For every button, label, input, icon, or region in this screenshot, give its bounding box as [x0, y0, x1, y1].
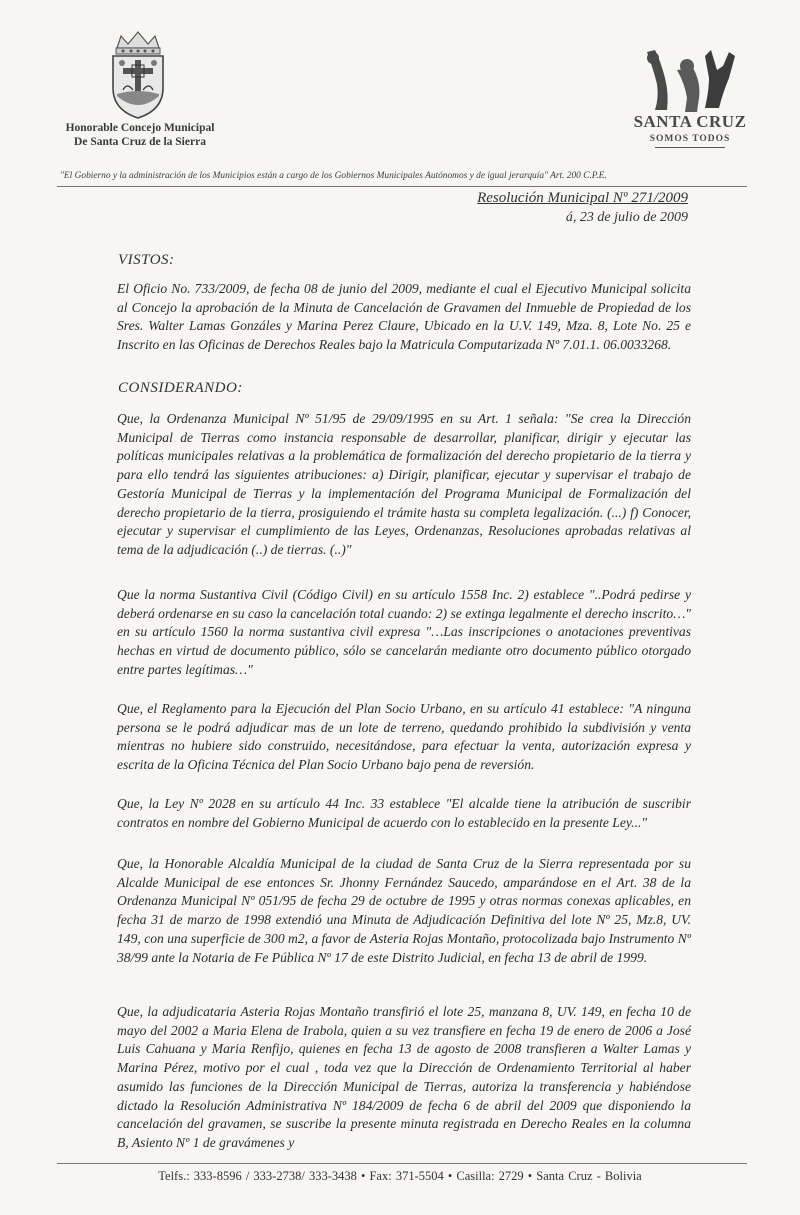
- council-name: [40, 121, 240, 149]
- footer-contact: Telfs.: 333-8596 / 333-2738/ 333-3438 • Fax: 371-5504 • Casilla: 2729 • Santa Cruz - Bolivia: [158, 1169, 642, 1183]
- considerando-paragraph-4: Que, la Ley Nº 2028 en su artículo 44 Inc. 33 establece "El alcalde tiene la atribución de suscribir contratos en nombre del Gobierno Municipal de acuerdo con lo establecido en la presente Ley...": [117, 796, 691, 830]
- considerando-paragraph-5: Que, la Honorable Alcaldía Municipal de la ciudad de Santa Cruz de la Sierra representada por su Alcalde Municipal de ese entonces Sr. Jhonny Fernández Saucedo, amparándose en el Art. 38 de la Ordenanza Municipal Nº 051/95 de fecha 29 de octubre de 1995 y otras normas conexas aplicables, en fecha 31 de marzo de 1998 extendió una Minuta de Adjudicación Definitiva del lote Nº 25, Mz.8, UV. 149, con una superficie de 300 m2, a favor de Asteria Rojas Montaño, protocolizada bajo Instrumento Nº 38/99 ante la Notaria de Fe Pública Nº 17 de este Distrito Judicial, en fecha 13 de abril de 1999.: [117, 856, 691, 965]
- header-divider: [57, 186, 747, 187]
- constitution-quote: "El Gobierno y la administración de los Municipios están a cargo de los Gobiernos Municipales Autónomos y de igual jerarquía" Art. 200 C.P.E.: [60, 171, 607, 181]
- resolution-date: á, 23 de julio de 2009: [565, 210, 688, 225]
- considerando-paragraph-1: Que, la Ordenanza Municipal Nº 51/95 de 29/09/1995 en su Art. 1 señala: "Se crea la Dirección Municipal de Tierras como instancia responsable de desarrollar, planificar, dirigir y ejecutar las políticas municipales relativas a la problemática de formalización del derecho propietario de la tierra y para ello tendrá las siguientes atribuciones: a) Dirigir, planificar, ejecutar y supervisar el trabajo de Gestoría Municipal de Tierras y la implementación del Programa Municipal de Formalización del derecho propietario de la tierra, prosiguiendo el trámite hasta su completa legalización. (...) f) Conocer, ejecutar y supervisar el cumplimiento de las Leyes, Ordenanzas, Resoluciones aprobadas relativas al tema de la adjudicación (..) de tierras. (..)": [117, 411, 691, 557]
- brand-name: SANTA CRUZ: [633, 112, 747, 131]
- vistos-heading: VISTOS:: [118, 252, 175, 268]
- council-line-2: De Santa Cruz de la Sierra: [74, 136, 206, 148]
- council-line-1: Honorable Concejo Municipal: [65, 122, 215, 134]
- vistos-paragraph: El Oficio No. 733/2009, de fecha 08 de junio del 2009, mediante el cual el Ejecutivo Municipal solicita al Concejo la aprobación de la Minuta de Cancelación de Gravamen del Inmueble de Propiedad de los Sres. Walter Lamas Gonzáles y Marina Perez Claure, Ubicado en la U.V. 149, Mza. 8, Lote No. 25 e Inscrito en las Oficinas de Derechos Reales bajo la Matricula Computarizada Nº 7.01.1. 06.0033268.: [117, 281, 691, 353]
- considerando-paragraph-3: Que, el Reglamento para la Ejecución del Plan Socio Urbano, en su artículo 41 establece: "A ninguna persona se le podrá adjudicar mas de un lote de terreno, quedando prohibido la subdivisión y venta mientras no hubiere sido construido, necesitándose, para efectuar la venta, autorización expresa y escrita de la Oficina Técnica del Plan Socio Urbano bajo pena de reversión.: [117, 701, 691, 773]
- footer-divider: [57, 1163, 747, 1164]
- considerando-heading: CONSIDERANDO:: [118, 380, 243, 396]
- coat-of-arms-icon: [103, 30, 173, 120]
- tagline-underline: [655, 147, 725, 148]
- resolution-title: Resolución Municipal Nº 271/2009: [477, 190, 688, 206]
- considerando-paragraph-6: Que, la adjudicataria Asteria Rojas Montaño transfirió el lote 25, manzana 8, UV. 149, en fecha 10 de mayo del 2002 a Maria Elena de Irabola, quien a su vez transfiere en fecha 19 de enero de 2006 a José Luis Cahuana y Maria Renfijo, quienes en fecha 13 de agosto de 2008 transfieren a Walter Lamas y Marina Pérez, motivo por el cual , toda vez que la Dirección de Ordenamiento Territorial al haber asumido las funciones de la Dirección Municipal de Tierras, autoriza la transferencia y habiéndose dictado la Resolución Administrativa Nº 184/2009 de fecha 6 de abril del 2009 que disponiendo la cancelación del gravamen, se suscribe la presente minuta registrada en Derecho Reales en la columna B, Asiento Nº 1 de gravámenes y: [117, 1004, 691, 1150]
- considerando-paragraph-2: Que la norma Sustantiva Civil (Código Civil) en su artículo 1558 Inc. 2) establece "..Podrá pedirse y deberá ordenarse en su caso la cancelación total cuando: 2) se extinga legalmente el derecho inscrito…" en su artículo 1560 la norma sustantiva civil expresa "…Las inscripciones o anotaciones preventivas hechas en virtud de documento público, sólo se cancelarán mediante otro documento público otorgado entre partes legítimas…": [117, 587, 691, 677]
- brand-tagline: SOMOS TODOS: [649, 134, 731, 144]
